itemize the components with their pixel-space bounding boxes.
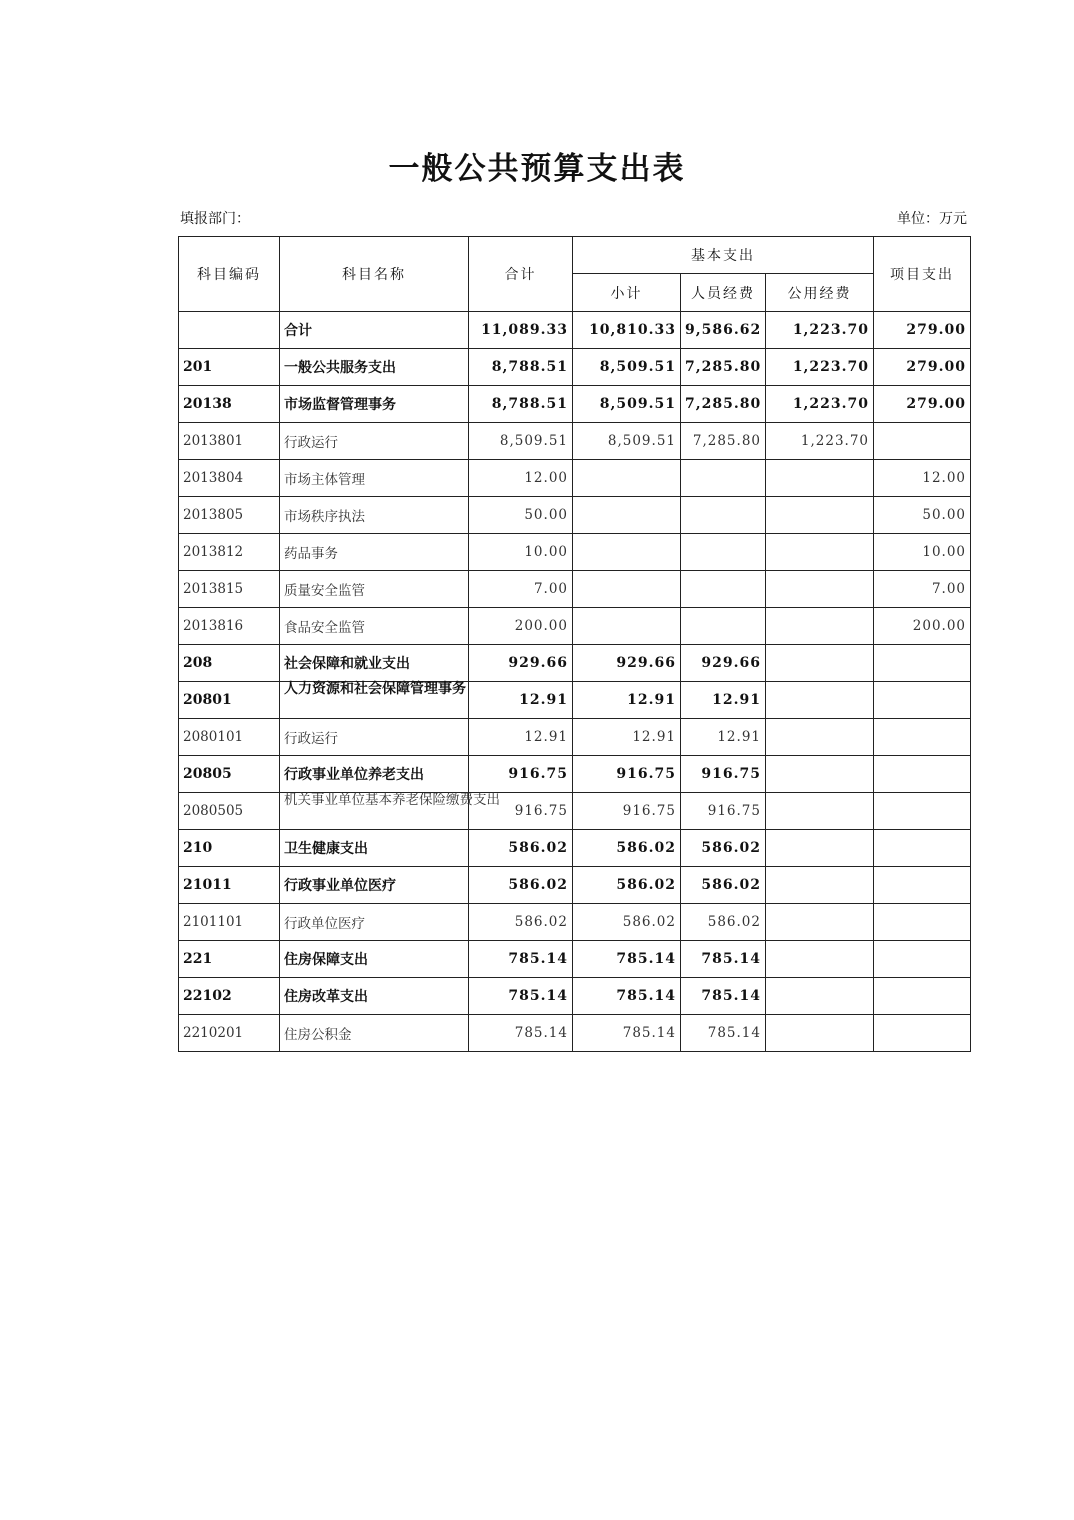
table-row [179, 460, 971, 497]
row-project: 7.00 [874, 571, 971, 608]
table-row [179, 497, 971, 534]
header-basic: 基本支出 [573, 237, 874, 274]
row-subtotal: 785.14 [573, 1015, 681, 1052]
row-subtotal: 586.02 [573, 830, 681, 867]
row-personnel [681, 608, 766, 645]
row-project: 279.00 [874, 312, 971, 349]
fill-department-label: 填报部门： [180, 211, 250, 227]
row-public [766, 756, 874, 793]
table-row [179, 423, 971, 460]
row-code: 2013804 [179, 460, 280, 497]
row-code: 2013805 [179, 497, 280, 534]
row-public [766, 571, 874, 608]
row-total: 785.14 [469, 941, 573, 978]
row-public: 1,223.70 [766, 386, 874, 423]
row-project [874, 793, 971, 830]
row-name: 卫生健康支出 [280, 830, 469, 867]
row-code: 2013816 [179, 608, 280, 645]
row-total: 785.14 [469, 1015, 573, 1052]
row-name: 一般公共服务支出 [280, 349, 469, 386]
header-public: 公用经费 [766, 274, 874, 312]
row-name: 住房保障支出 [280, 941, 469, 978]
row-name: 行政单位医疗 [280, 904, 469, 941]
row-code: 2013812 [179, 534, 280, 571]
row-subtotal [573, 460, 681, 497]
header-subtotal: 小计 [573, 274, 681, 312]
row-project: 50.00 [874, 497, 971, 534]
row-name: 食品安全监管 [280, 608, 469, 645]
row-code: 2013815 [179, 571, 280, 608]
row-subtotal: 929.66 [573, 645, 681, 682]
unit-label: 单位：万元 [897, 211, 967, 227]
row-total: 200.00 [469, 608, 573, 645]
row-subtotal [573, 608, 681, 645]
page-title: 一般公共预算支出表 [388, 151, 686, 187]
row-subtotal: 12.91 [573, 719, 681, 756]
row-public [766, 534, 874, 571]
row-total: 586.02 [469, 830, 573, 867]
row-subtotal [573, 571, 681, 608]
row-project [874, 941, 971, 978]
row-code: 2080101 [179, 719, 280, 756]
row-total: 916.75 [469, 793, 573, 830]
row-project [874, 978, 971, 1015]
row-name: 人力资源和社会保障管理事务 [280, 682, 469, 719]
row-code [179, 312, 280, 349]
row-subtotal: 785.14 [573, 978, 681, 1015]
table-row [179, 867, 971, 904]
row-personnel: 7,285.80 [681, 386, 766, 423]
row-public [766, 682, 874, 719]
row-public [766, 978, 874, 1015]
row-project: 200.00 [874, 608, 971, 645]
table-row [179, 756, 971, 793]
row-code: 221 [179, 941, 280, 978]
row-project [874, 719, 971, 756]
row-personnel: 12.91 [681, 682, 766, 719]
row-total: 8,788.51 [469, 349, 573, 386]
table-row [179, 1015, 971, 1052]
row-public: 1,223.70 [766, 312, 874, 349]
row-total: 929.66 [469, 645, 573, 682]
row-name: 药品事务 [280, 534, 469, 571]
row-public [766, 497, 874, 534]
row-personnel: 929.66 [681, 645, 766, 682]
row-name: 住房公积金 [280, 1015, 469, 1052]
row-public [766, 645, 874, 682]
budget-expenditure-table [178, 236, 971, 1052]
row-personnel: 785.14 [681, 978, 766, 1015]
row-project [874, 830, 971, 867]
row-project: 10.00 [874, 534, 971, 571]
row-total: 916.75 [469, 756, 573, 793]
row-total: 12.00 [469, 460, 573, 497]
row-public [766, 608, 874, 645]
row-public [766, 460, 874, 497]
row-name: 行政事业单位养老支出 [280, 756, 469, 793]
row-subtotal: 916.75 [573, 756, 681, 793]
row-name: 行政事业单位医疗 [280, 867, 469, 904]
row-project [874, 645, 971, 682]
table-row [179, 312, 971, 349]
row-name: 住房改革支出 [280, 978, 469, 1015]
row-project: 12.00 [874, 460, 971, 497]
row-subtotal: 8,509.51 [573, 423, 681, 460]
row-public: 1,223.70 [766, 349, 874, 386]
row-total: 7.00 [469, 571, 573, 608]
row-public [766, 830, 874, 867]
header-personnel: 人员经费 [681, 274, 766, 312]
row-personnel: 785.14 [681, 1015, 766, 1052]
row-personnel: 785.14 [681, 941, 766, 978]
row-project: 279.00 [874, 349, 971, 386]
table-row [179, 386, 971, 423]
row-name: 质量安全监管 [280, 571, 469, 608]
row-total: 50.00 [469, 497, 573, 534]
row-subtotal [573, 497, 681, 534]
row-personnel [681, 497, 766, 534]
row-project [874, 682, 971, 719]
row-personnel: 916.75 [681, 793, 766, 830]
table-row [179, 645, 971, 682]
row-subtotal: 10,810.33 [573, 312, 681, 349]
row-public [766, 941, 874, 978]
row-project [874, 756, 971, 793]
row-personnel: 7,285.80 [681, 423, 766, 460]
row-personnel: 586.02 [681, 904, 766, 941]
row-personnel [681, 571, 766, 608]
row-name: 行政运行 [280, 719, 469, 756]
row-total: 12.91 [469, 682, 573, 719]
table-row [179, 904, 971, 941]
row-personnel: 586.02 [681, 867, 766, 904]
row-code: 22102 [179, 978, 280, 1015]
row-total: 10.00 [469, 534, 573, 571]
table-body [179, 312, 971, 1052]
row-code: 20138 [179, 386, 280, 423]
row-personnel [681, 534, 766, 571]
row-code: 20805 [179, 756, 280, 793]
row-subtotal: 916.75 [573, 793, 681, 830]
header-total: 合计 [469, 237, 573, 312]
row-personnel: 586.02 [681, 830, 766, 867]
row-project: 279.00 [874, 386, 971, 423]
row-code: 2210201 [179, 1015, 280, 1052]
table-row [179, 830, 971, 867]
row-name: 市场监督管理事务 [280, 386, 469, 423]
row-project [874, 1015, 971, 1052]
row-total: 12.91 [469, 719, 573, 756]
row-code: 2013801 [179, 423, 280, 460]
table-row [179, 534, 971, 571]
row-personnel [681, 460, 766, 497]
row-total: 8,509.51 [469, 423, 573, 460]
header-code: 科目编码 [179, 237, 280, 312]
header-name: 科目名称 [280, 237, 469, 312]
row-name: 社会保障和就业支出 [280, 645, 469, 682]
table-row [179, 793, 971, 830]
row-project [874, 867, 971, 904]
row-public [766, 1015, 874, 1052]
row-subtotal: 8,509.51 [573, 349, 681, 386]
row-code: 21011 [179, 867, 280, 904]
row-subtotal [573, 534, 681, 571]
row-subtotal: 12.91 [573, 682, 681, 719]
table-row [179, 608, 971, 645]
table-row [179, 349, 971, 386]
table-row [179, 941, 971, 978]
row-code: 208 [179, 645, 280, 682]
row-personnel: 9,586.62 [681, 312, 766, 349]
table-row [179, 682, 971, 719]
row-project [874, 423, 971, 460]
row-total: 586.02 [469, 867, 573, 904]
row-personnel: 12.91 [681, 719, 766, 756]
row-public [766, 867, 874, 904]
row-personnel: 7,285.80 [681, 349, 766, 386]
row-code: 201 [179, 349, 280, 386]
row-total: 586.02 [469, 904, 573, 941]
row-name: 市场秩序执法 [280, 497, 469, 534]
row-public [766, 904, 874, 941]
row-code: 210 [179, 830, 280, 867]
row-public [766, 719, 874, 756]
row-public: 1,223.70 [766, 423, 874, 460]
row-name: 合计 [280, 312, 469, 349]
header-project: 项目支出 [874, 237, 971, 312]
row-name: 行政运行 [280, 423, 469, 460]
row-code: 2101101 [179, 904, 280, 941]
row-total: 8,788.51 [469, 386, 573, 423]
row-total: 785.14 [469, 978, 573, 1015]
row-subtotal: 586.02 [573, 904, 681, 941]
row-subtotal: 8,509.51 [573, 386, 681, 423]
row-code: 2080505 [179, 793, 280, 830]
table-row [179, 978, 971, 1015]
row-subtotal: 785.14 [573, 941, 681, 978]
row-subtotal: 586.02 [573, 867, 681, 904]
row-public [766, 793, 874, 830]
row-code: 20801 [179, 682, 280, 719]
table-row [179, 719, 971, 756]
row-name: 市场主体管理 [280, 460, 469, 497]
row-personnel: 916.75 [681, 756, 766, 793]
row-name: 机关事业单位基本养老保险缴费支出 [280, 793, 469, 830]
row-project [874, 904, 971, 941]
row-total: 11,089.33 [469, 312, 573, 349]
table-row [179, 571, 971, 608]
